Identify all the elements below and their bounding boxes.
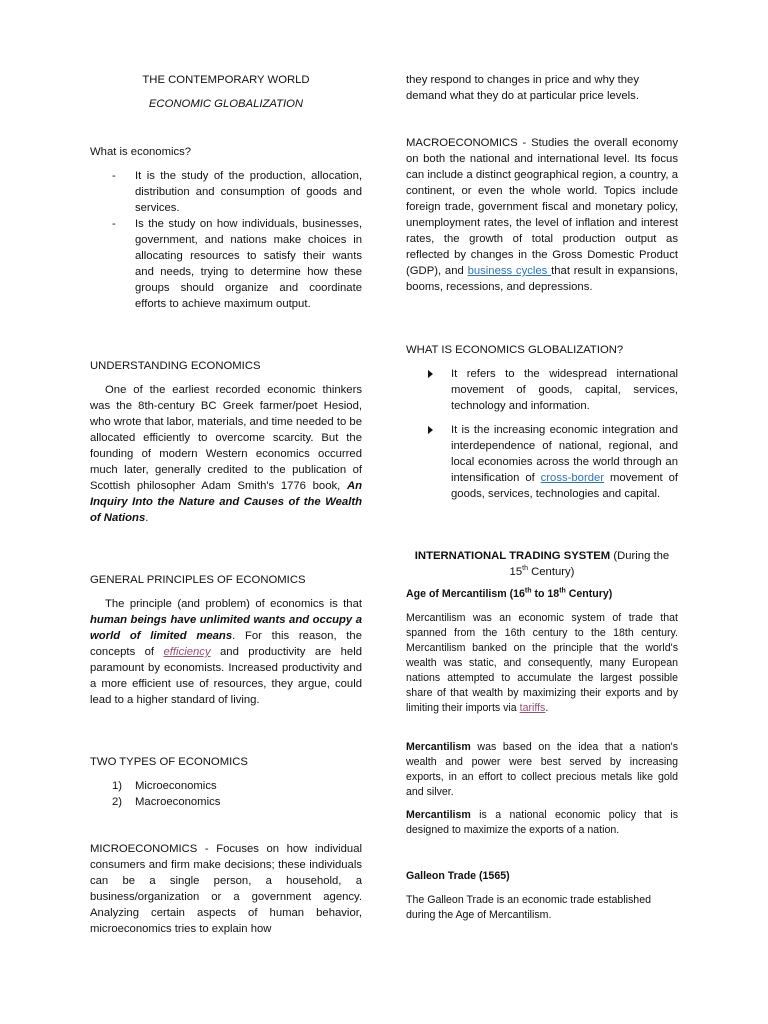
list-item-text: It refers to the widespread international movement of goods, capital, services, technology and information.: [451, 368, 678, 412]
paragraph-text: was based on the idea that a nation's wealth and power were best served by increasing exports, in an effort to collect precious metals like gold and silver.: [406, 741, 678, 798]
cross-border-link[interactable]: cross-border: [540, 472, 605, 484]
understanding-paragraph: [90, 382, 362, 526]
paragraph-text: Mercantilism was an economic system of trade that spanned from the 16th century to the 18th century. Mercantilism banked on the principle that the world's wealth was static, and consequently, many European nations attempted to accumulate the largest possible share of that wealth by maximizing their exports and by limiting their imports via: [406, 612, 678, 714]
list-item: [406, 422, 678, 502]
list-item-text: It is the increasing economic integration and interdependence of national, regional, and local economies across the world through an intensification of: [451, 424, 678, 484]
galleon-trade-heading: Galleon Trade (1565): [406, 870, 510, 882]
paragraph-end: .: [145, 512, 149, 524]
list-number: 2): [112, 796, 123, 808]
century-number: 15: [509, 566, 523, 578]
paragraph-text: - Focuses on how individual consumers and firm make decisions; these individuals can be a single person, a household, a business/organization or a government agency. Analyzing certain aspects of human behavior, microeconomics tries to explain how: [90, 843, 362, 935]
list-item-text: It is the study of the production, allocation, distribution and consumption of goods and services.: [135, 170, 362, 214]
mercantilism-heading: [406, 587, 612, 602]
superscript: th: [522, 565, 528, 573]
paragraph-text: .: [545, 702, 549, 714]
galleon-trade-paragraph: The Galleon Trade is an economic trade established during the Age of Mercantilism.: [406, 894, 651, 921]
paragraph-text: that result in expansions, booms, recessions, and depressions.: [406, 265, 679, 293]
what-is-economics-list: [90, 168, 362, 312]
triangle-bullet-icon: [428, 426, 433, 434]
list-item: [90, 168, 362, 216]
term-label: MACROECONOMICS: [406, 137, 518, 149]
paragraph-text: - Studies the overall economy on both the national and international level. Its focus can include a distinct geographical region, a country, a continent, or even the whole world. Topics include foreign trade, government fiscal and monetary policy, unemployment rates, the level of inflation and interest rates, the growth of total production output as reflected by changes in the Gross Domestic Product (GDP), and: [406, 137, 678, 277]
list-item: [90, 216, 362, 312]
term-label: Mercantilism: [406, 741, 471, 753]
superscript: th: [524, 587, 532, 595]
globalization-list: [406, 366, 678, 502]
mercantilism-paragraph-3: [406, 808, 678, 838]
macroeconomics-paragraph: [406, 135, 678, 295]
paragraph-text: The principle (and problem) of economics is that: [105, 598, 362, 610]
term-label: Mercantilism: [406, 809, 471, 821]
understanding-economics-heading: UNDERSTANDING ECONOMICS: [90, 360, 261, 372]
document-title: THE CONTEMPORARY WORLD: [142, 74, 310, 86]
list-item-text: movement of goods, services, technologies and capital.: [451, 472, 678, 500]
dash-marker: -: [112, 170, 116, 182]
heading-text: Century): [527, 566, 575, 578]
types-list: [90, 778, 362, 810]
list-item-text: Macroeconomics: [135, 796, 221, 808]
business-cycles-link[interactable]: business cycles: [467, 265, 552, 277]
emphasis-text: human beings have unlimited wants and occupy a world of limited means: [90, 614, 362, 642]
heading-text: to 18: [531, 588, 560, 600]
paragraph-text: is a national economic policy that is designed to maximize the exports of a nation.: [406, 809, 678, 836]
list-number: 1): [112, 780, 123, 792]
superscript: th: [559, 587, 566, 595]
trading-system-heading: [406, 548, 678, 580]
heading-text: Age of Mercantilism (16: [406, 588, 525, 600]
continued-paragraph: they respond to changes in price and why they demand what they do at particular price levels.: [406, 74, 639, 102]
heading-text: (During the: [610, 550, 670, 562]
list-item: [90, 794, 362, 810]
book-title: An Inquiry Into the Nature and Causes of the Wealth of Nations: [90, 480, 362, 524]
efficiency-link[interactable]: efficiency: [163, 646, 211, 658]
paragraph-text: and productivity are held paramount by economists. Increased productivity and a more efficient use of resources, they argue, could lead to a higher standard of living.: [90, 646, 362, 706]
heading-bold: INTERNATIONAL TRADING SYSTEM: [414, 550, 611, 562]
list-item: [90, 778, 362, 794]
document-subtitle: ECONOMIC GLOBALIZATION: [148, 98, 304, 110]
microeconomics-paragraph: [90, 841, 362, 937]
paragraph-text: One of the earliest recorded economic thinkers was the 8th-century BC Greek farmer/poet Hesiod, who wrote that labor, materials, and time needed to be allocated efficiently to overcome scarcity. But the founding of modern Western economics occurred much later, generally credited to the publication of Scottish philosopher Adam Smith's 1776 book,: [90, 384, 362, 492]
mercantilism-paragraph-2: [406, 740, 678, 800]
list-item-text: Is the study on how individuals, businesses, government, and nations make choices in allocating resources to satisfy their wants and needs, trying to determine how these groups should organize and coordinate efforts to achieve maximum output.: [135, 218, 362, 310]
principles-paragraph: [90, 596, 362, 708]
paragraph-text: . For this reason, the concepts of: [90, 630, 362, 658]
two-types-heading: TWO TYPES OF ECONOMICS: [90, 756, 248, 768]
list-item: [406, 366, 678, 414]
list-item-text: Microeconomics: [135, 780, 217, 792]
triangle-bullet-icon: [428, 370, 433, 378]
globalization-heading: WHAT IS ECONOMICS GLOBALIZATION?: [406, 344, 624, 356]
dash-marker: -: [112, 218, 116, 230]
general-principles-heading: GENERAL PRINCIPLES OF ECONOMICS: [90, 574, 306, 586]
what-is-economics-heading: What is economics?: [90, 146, 192, 158]
term-label: MICROECONOMICS: [90, 843, 198, 855]
heading-text: Century): [565, 588, 613, 600]
tariffs-link[interactable]: tariffs: [519, 702, 546, 714]
mercantilism-paragraph-1: [406, 611, 678, 716]
